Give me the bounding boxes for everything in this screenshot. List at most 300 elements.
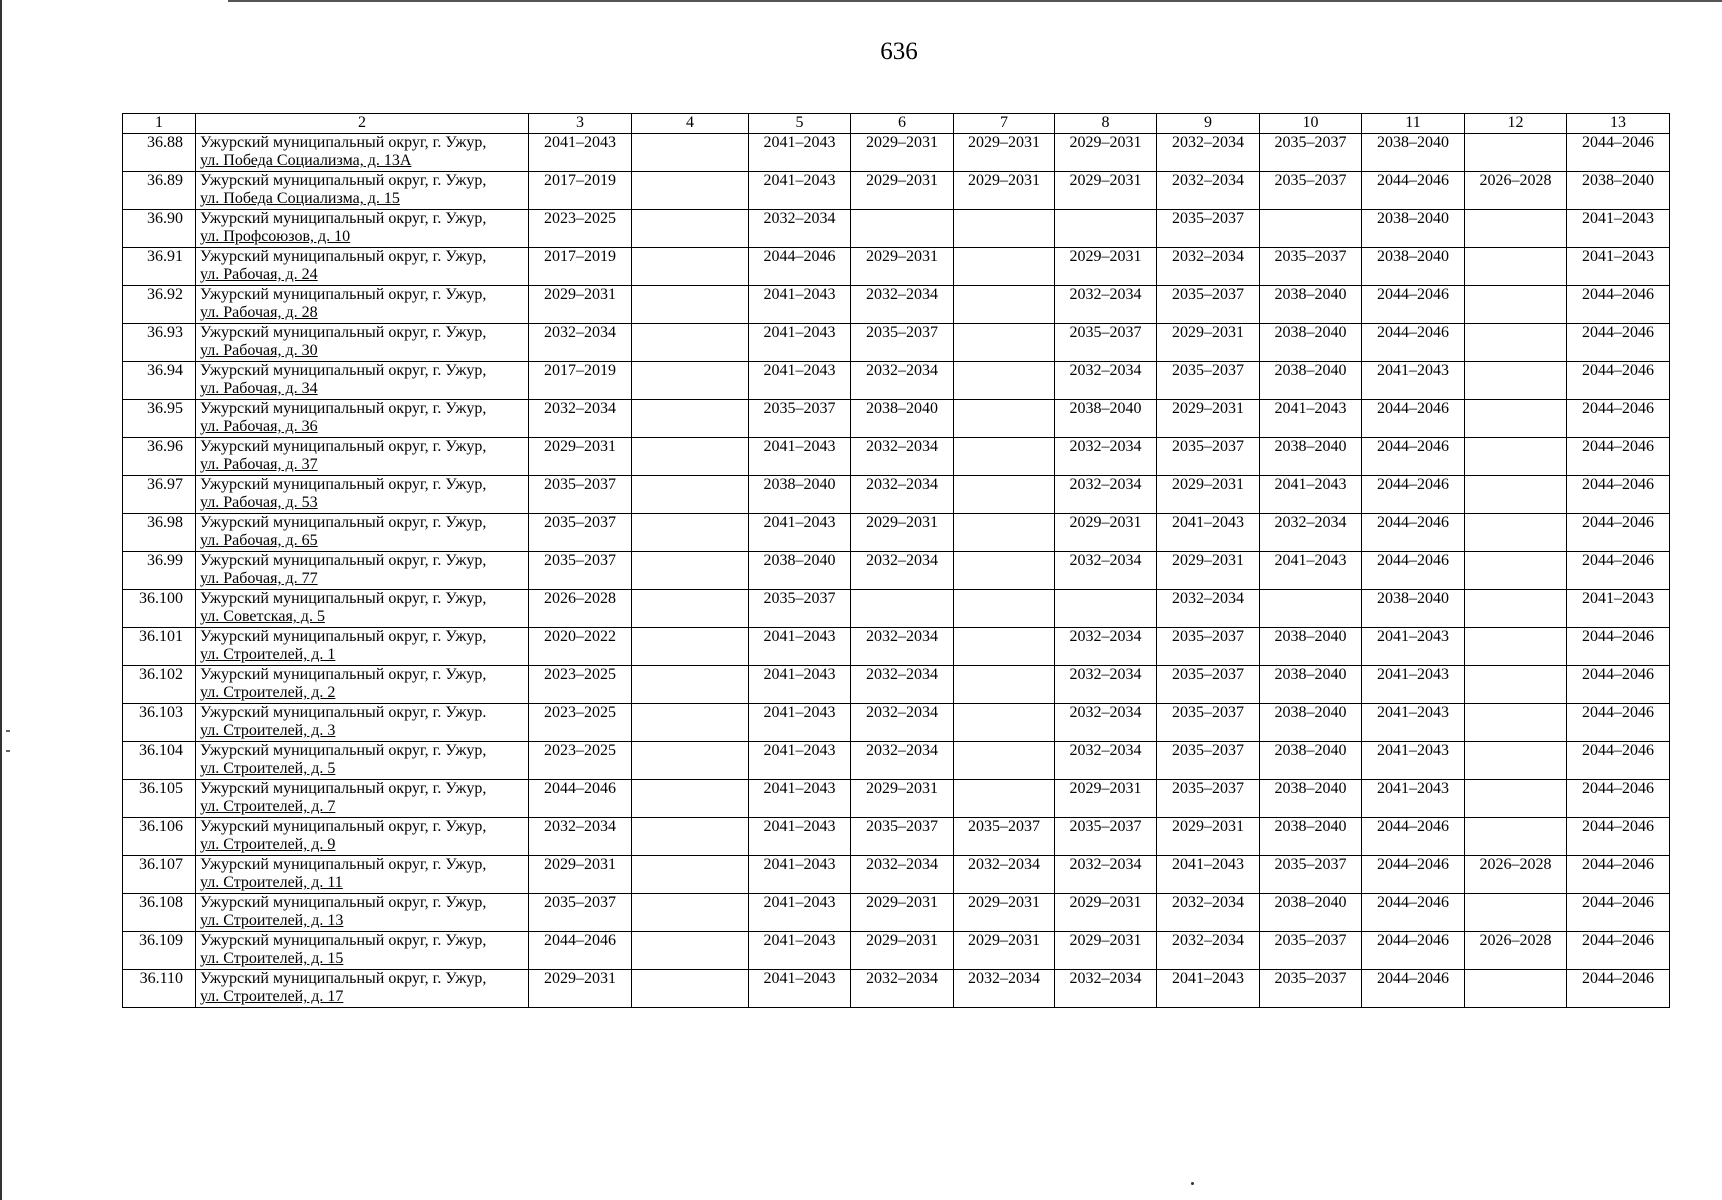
period-cell-col-5: 2041–2043	[749, 134, 851, 172]
period-cell-col-11: 2044–2046	[1362, 856, 1465, 894]
period-cell-col-5: 2041–2043	[749, 742, 851, 780]
period-cell-col-13: 2044–2046	[1567, 818, 1670, 856]
address-cell	[196, 894, 529, 932]
period-cell-col-7: 2029–2031	[954, 134, 1055, 172]
period-cell-col-7	[954, 438, 1055, 476]
period-cell-col-13: 2044–2046	[1567, 628, 1670, 666]
period-cell-col-9: 2029–2031	[1157, 818, 1260, 856]
period-cell-col-11: 2038–2040	[1362, 590, 1465, 628]
period-cell-col-13: 2044–2046	[1567, 552, 1670, 590]
period-cell-col-3: 2035–2037	[529, 552, 632, 590]
period-cell-col-4	[632, 856, 749, 894]
period-cell-col-5: 2035–2037	[749, 590, 851, 628]
period-cell-col-9: 2041–2043	[1157, 970, 1260, 1008]
period-cell-col-5: 2041–2043	[749, 970, 851, 1008]
period-cell-col-8	[1055, 590, 1157, 628]
address-line-street: ул. Рабочая, д. 24	[200, 266, 318, 283]
row-number-cell: 36.102	[123, 666, 196, 704]
period-cell-col-4	[632, 248, 749, 286]
address-cell	[196, 324, 529, 362]
period-cell-col-5: 2041–2043	[749, 780, 851, 818]
period-cell-col-13: 2041–2043	[1567, 590, 1670, 628]
period-cell-col-8: 2029–2031	[1055, 894, 1157, 932]
period-cell-col-7	[954, 362, 1055, 400]
period-cell-col-10: 2038–2040	[1260, 894, 1362, 932]
period-cell-col-4	[632, 362, 749, 400]
address-line-municipality: Ужурский муниципальный округ, г. Ужур,	[200, 742, 487, 759]
address-line-municipality: Ужурский муниципальный округ, г. Ужур,	[200, 856, 487, 873]
table-row	[123, 134, 1670, 172]
period-cell-col-13: 2044–2046	[1567, 856, 1670, 894]
period-cell-col-12: 2026–2028	[1465, 172, 1567, 210]
period-cell-col-3: 2035–2037	[529, 514, 632, 552]
period-cell-col-6: 2032–2034	[851, 856, 954, 894]
period-cell-col-3: 2035–2037	[529, 894, 632, 932]
scan-speck	[6, 730, 10, 732]
period-cell-col-3: 2029–2031	[529, 970, 632, 1008]
address-line-street: ул. Строителей, д. 9	[200, 836, 336, 853]
row-number-cell: 36.98	[123, 514, 196, 552]
period-cell-col-9: 2035–2037	[1157, 742, 1260, 780]
period-cell-col-10: 2038–2040	[1260, 704, 1362, 742]
period-cell-col-12	[1465, 248, 1567, 286]
period-cell-col-10: 2038–2040	[1260, 438, 1362, 476]
address-line-street: ул. Строителей, д. 2	[200, 684, 336, 701]
period-cell-col-9: 2029–2031	[1157, 552, 1260, 590]
period-cell-col-11: 2044–2046	[1362, 552, 1465, 590]
period-cell-col-12	[1465, 818, 1567, 856]
period-cell-col-12	[1465, 476, 1567, 514]
period-cell-col-5: 2041–2043	[749, 514, 851, 552]
period-cell-col-8: 2029–2031	[1055, 134, 1157, 172]
table-row	[123, 590, 1670, 628]
period-cell-col-12	[1465, 704, 1567, 742]
address-line-municipality: Ужурский муниципальный округ, г. Ужур,	[200, 476, 487, 493]
address-cell	[196, 818, 529, 856]
period-cell-col-8: 2032–2034	[1055, 438, 1157, 476]
period-cell-col-12	[1465, 324, 1567, 362]
column-header-7: 7	[954, 114, 1055, 134]
period-cell-col-13: 2041–2043	[1567, 210, 1670, 248]
address-line-street: ул. Рабочая, д. 34	[200, 380, 318, 397]
row-number-cell: 36.92	[123, 286, 196, 324]
address-line-municipality: Ужурский муниципальный округ, г. Ужур,	[200, 248, 487, 265]
period-cell-col-11: 2044–2046	[1362, 400, 1465, 438]
period-cell-col-5: 2041–2043	[749, 856, 851, 894]
address-line-municipality: Ужурский муниципальный округ, г. Ужур,	[200, 780, 487, 797]
period-cell-col-3: 2029–2031	[529, 438, 632, 476]
period-cell-col-6: 2038–2040	[851, 400, 954, 438]
period-cell-col-9: 2035–2037	[1157, 362, 1260, 400]
column-header-13: 13	[1567, 114, 1670, 134]
period-cell-col-7: 2029–2031	[954, 932, 1055, 970]
address-line-street: ул. Рабочая, д. 53	[200, 494, 318, 511]
column-header-9: 9	[1157, 114, 1260, 134]
period-cell-col-11: 2044–2046	[1362, 932, 1465, 970]
table-row	[123, 514, 1670, 552]
table-row	[123, 438, 1670, 476]
row-number-cell: 36.96	[123, 438, 196, 476]
period-cell-col-11: 2041–2043	[1362, 628, 1465, 666]
period-cell-col-13: 2044–2046	[1567, 438, 1670, 476]
address-line-street: ул. Строителей, д. 3	[200, 722, 336, 739]
period-cell-col-8: 2038–2040	[1055, 400, 1157, 438]
period-cell-col-3: 2035–2037	[529, 476, 632, 514]
period-cell-col-7	[954, 666, 1055, 704]
period-cell-col-13: 2041–2043	[1567, 248, 1670, 286]
period-cell-col-9: 2035–2037	[1157, 780, 1260, 818]
row-number-cell: 36.89	[123, 172, 196, 210]
column-header-11: 11	[1362, 114, 1465, 134]
address-line-municipality: Ужурский муниципальный округ, г. Ужур,	[200, 400, 487, 417]
period-cell-col-3: 2017–2019	[529, 248, 632, 286]
address-line-street: ул. Рабочая, д. 30	[200, 342, 318, 359]
address-line-municipality: Ужурский муниципальный округ, г. Ужур,	[200, 552, 487, 569]
period-cell-col-3: 2017–2019	[529, 172, 632, 210]
period-cell-col-6: 2029–2031	[851, 248, 954, 286]
period-cell-col-11: 2041–2043	[1362, 780, 1465, 818]
table-row	[123, 286, 1670, 324]
period-cell-col-3: 2026–2028	[529, 590, 632, 628]
address-line-municipality: Ужурский муниципальный округ, г. Ужур,	[200, 514, 487, 531]
address-line-municipality: Ужурский муниципальный округ, г. Ужур,	[200, 438, 487, 455]
period-cell-col-4	[632, 590, 749, 628]
row-number-cell: 36.110	[123, 970, 196, 1008]
period-cell-col-5: 2041–2043	[749, 704, 851, 742]
period-cell-col-12	[1465, 210, 1567, 248]
period-cell-col-6	[851, 590, 954, 628]
period-cell-col-10: 2041–2043	[1260, 552, 1362, 590]
period-cell-col-9: 2035–2037	[1157, 628, 1260, 666]
period-cell-col-11: 2044–2046	[1362, 970, 1465, 1008]
address-line-street: ул. Советская, д. 5	[200, 608, 325, 625]
period-cell-col-10: 2041–2043	[1260, 400, 1362, 438]
period-cell-col-6: 2029–2031	[851, 172, 954, 210]
period-cell-col-9: 2032–2034	[1157, 248, 1260, 286]
address-line-municipality: Ужурский муниципальный округ, г. Ужур,	[200, 134, 487, 151]
period-cell-col-4	[632, 932, 749, 970]
period-cell-col-8: 2029–2031	[1055, 248, 1157, 286]
period-cell-col-6: 2032–2034	[851, 628, 954, 666]
period-cell-col-5: 2035–2037	[749, 400, 851, 438]
address-line-street: ул. Профсоюзов, д. 10	[200, 228, 351, 245]
period-cell-col-10: 2035–2037	[1260, 134, 1362, 172]
table-row	[123, 248, 1670, 286]
period-cell-col-12	[1465, 780, 1567, 818]
period-cell-col-11: 2041–2043	[1362, 704, 1465, 742]
period-cell-col-8: 2035–2037	[1055, 324, 1157, 362]
address-line-municipality: Ужурский муниципальный округ, г. Ужур,	[200, 894, 487, 911]
period-cell-col-10: 2035–2037	[1260, 970, 1362, 1008]
period-cell-col-4	[632, 704, 749, 742]
address-cell	[196, 476, 529, 514]
period-cell-col-5: 2041–2043	[749, 666, 851, 704]
period-cell-col-9: 2035–2037	[1157, 210, 1260, 248]
address-cell	[196, 172, 529, 210]
period-cell-col-12: 2026–2028	[1465, 856, 1567, 894]
period-cell-col-12	[1465, 438, 1567, 476]
period-cell-col-12	[1465, 362, 1567, 400]
period-cell-col-5: 2038–2040	[749, 552, 851, 590]
row-number-cell: 36.97	[123, 476, 196, 514]
period-cell-col-6: 2032–2034	[851, 666, 954, 704]
period-cell-col-11: 2044–2046	[1362, 894, 1465, 932]
period-cell-col-4	[632, 666, 749, 704]
period-cell-col-13: 2044–2046	[1567, 742, 1670, 780]
period-cell-col-11: 2038–2040	[1362, 248, 1465, 286]
period-cell-col-3: 2017–2019	[529, 362, 632, 400]
table-row	[123, 324, 1670, 362]
table-row	[123, 666, 1670, 704]
period-cell-col-8: 2032–2034	[1055, 286, 1157, 324]
period-cell-col-12	[1465, 970, 1567, 1008]
period-cell-col-9: 2032–2034	[1157, 134, 1260, 172]
address-line-street: ул. Строителей, д. 1	[200, 646, 336, 663]
period-cell-col-9: 2029–2031	[1157, 324, 1260, 362]
period-cell-col-11: 2041–2043	[1362, 666, 1465, 704]
period-cell-col-10: 2038–2040	[1260, 286, 1362, 324]
row-number-cell: 36.95	[123, 400, 196, 438]
address-line-municipality: Ужурский муниципальный округ, г. Ужур,	[200, 286, 487, 303]
address-cell	[196, 704, 529, 742]
table-row	[123, 856, 1670, 894]
period-cell-col-11: 2044–2046	[1362, 286, 1465, 324]
address-cell	[196, 552, 529, 590]
period-cell-col-13: 2044–2046	[1567, 286, 1670, 324]
period-cell-col-4	[632, 400, 749, 438]
period-cell-col-9: 2035–2037	[1157, 704, 1260, 742]
period-cell-col-9: 2032–2034	[1157, 894, 1260, 932]
period-cell-col-12	[1465, 894, 1567, 932]
period-cell-col-11: 2044–2046	[1362, 476, 1465, 514]
period-cell-col-5: 2041–2043	[749, 286, 851, 324]
period-cell-col-7	[954, 742, 1055, 780]
table-body	[123, 134, 1670, 1008]
address-line-municipality: Ужурский муниципальный округ, г. Ужур,	[200, 666, 487, 683]
period-cell-col-6: 2032–2034	[851, 742, 954, 780]
period-cell-col-10: 2038–2040	[1260, 780, 1362, 818]
period-cell-col-8: 2032–2034	[1055, 476, 1157, 514]
period-cell-col-13: 2044–2046	[1567, 324, 1670, 362]
address-cell	[196, 970, 529, 1008]
period-cell-col-8: 2029–2031	[1055, 172, 1157, 210]
period-cell-col-3: 2032–2034	[529, 818, 632, 856]
period-cell-col-8: 2032–2034	[1055, 666, 1157, 704]
period-cell-col-4	[632, 438, 749, 476]
period-cell-col-10: 2032–2034	[1260, 514, 1362, 552]
stray-dot	[1191, 1182, 1194, 1185]
table-row	[123, 894, 1670, 932]
address-line-street: ул. Победа Социализма, д. 13А	[200, 152, 412, 169]
period-cell-col-4	[632, 742, 749, 780]
period-cell-col-5: 2041–2043	[749, 932, 851, 970]
period-cell-col-8: 2029–2031	[1055, 514, 1157, 552]
period-cell-col-12	[1465, 514, 1567, 552]
period-cell-col-6: 2035–2037	[851, 818, 954, 856]
period-cell-col-13: 2044–2046	[1567, 704, 1670, 742]
period-cell-col-11: 2041–2043	[1362, 362, 1465, 400]
address-line-street: ул. Рабочая, д. 37	[200, 456, 318, 473]
period-cell-col-6: 2029–2031	[851, 780, 954, 818]
period-cell-col-13: 2044–2046	[1567, 514, 1670, 552]
period-cell-col-4	[632, 134, 749, 172]
address-line-municipality: Ужурский муниципальный округ, г. Ужур,	[200, 932, 487, 949]
period-cell-col-11: 2044–2046	[1362, 324, 1465, 362]
period-cell-col-6: 2032–2034	[851, 552, 954, 590]
period-cell-col-9: 2029–2031	[1157, 400, 1260, 438]
period-cell-col-9: 2035–2037	[1157, 438, 1260, 476]
table-row	[123, 210, 1670, 248]
period-cell-col-7: 2032–2034	[954, 970, 1055, 1008]
period-cell-col-9: 2032–2034	[1157, 932, 1260, 970]
period-cell-col-3: 2041–2043	[529, 134, 632, 172]
period-cell-col-7	[954, 552, 1055, 590]
period-cell-col-7	[954, 780, 1055, 818]
period-cell-col-9: 2035–2037	[1157, 286, 1260, 324]
period-cell-col-7	[954, 400, 1055, 438]
period-cell-col-9: 2032–2034	[1157, 590, 1260, 628]
address-line-street: ул. Рабочая, д. 28	[200, 304, 318, 321]
period-cell-col-7: 2032–2034	[954, 856, 1055, 894]
column-header-3: 3	[529, 114, 632, 134]
period-cell-col-4	[632, 514, 749, 552]
address-cell	[196, 590, 529, 628]
period-cell-col-3: 2023–2025	[529, 666, 632, 704]
period-cell-col-8: 2029–2031	[1055, 780, 1157, 818]
period-cell-col-7	[954, 704, 1055, 742]
period-cell-col-3: 2023–2025	[529, 742, 632, 780]
period-cell-col-12	[1465, 742, 1567, 780]
address-line-street: ул. Строителей, д. 17	[200, 988, 344, 1005]
address-line-street: ул. Победа Социализма, д. 15	[200, 190, 400, 207]
address-line-street: ул. Строителей, д. 11	[200, 874, 343, 891]
period-cell-col-10: 2035–2037	[1260, 172, 1362, 210]
period-cell-col-10	[1260, 590, 1362, 628]
period-cell-col-10: 2035–2037	[1260, 932, 1362, 970]
period-cell-col-9: 2032–2034	[1157, 172, 1260, 210]
period-cell-col-5: 2044–2046	[749, 248, 851, 286]
period-cell-col-6: 2029–2031	[851, 514, 954, 552]
period-cell-col-12	[1465, 590, 1567, 628]
address-line-municipality: Ужурский муниципальный округ, г. Ужур,	[200, 628, 487, 645]
page-number: 636	[880, 38, 918, 65]
period-cell-col-4	[632, 210, 749, 248]
period-cell-col-11: 2044–2046	[1362, 438, 1465, 476]
address-cell	[196, 286, 529, 324]
address-cell	[196, 856, 529, 894]
row-number-cell: 36.99	[123, 552, 196, 590]
period-cell-col-3: 2023–2025	[529, 210, 632, 248]
address-line-municipality: Ужурский муниципальный округ, г. Ужур,	[200, 172, 487, 189]
period-cell-col-6: 2029–2031	[851, 894, 954, 932]
row-number-cell: 36.103	[123, 704, 196, 742]
period-cell-col-12	[1465, 400, 1567, 438]
period-cell-col-10: 2038–2040	[1260, 324, 1362, 362]
period-cell-col-10: 2038–2040	[1260, 818, 1362, 856]
column-header-1: 1	[123, 114, 196, 134]
address-cell	[196, 628, 529, 666]
period-cell-col-4	[632, 628, 749, 666]
table-row	[123, 628, 1670, 666]
period-cell-col-6	[851, 210, 954, 248]
period-cell-col-7	[954, 514, 1055, 552]
period-cell-col-10: 2035–2037	[1260, 856, 1362, 894]
period-cell-col-4	[632, 286, 749, 324]
period-cell-col-5: 2041–2043	[749, 818, 851, 856]
period-cell-col-11: 2041–2043	[1362, 742, 1465, 780]
period-cell-col-7	[954, 210, 1055, 248]
column-header-5: 5	[749, 114, 851, 134]
period-cell-col-10: 2038–2040	[1260, 742, 1362, 780]
period-cell-col-9: 2041–2043	[1157, 514, 1260, 552]
address-line-street: ул. Рабочая, д. 65	[200, 532, 318, 549]
period-cell-col-13: 2044–2046	[1567, 894, 1670, 932]
period-cell-col-3: 2029–2031	[529, 286, 632, 324]
address-line-street: ул. Строителей, д. 5	[200, 760, 336, 777]
scan-speck	[6, 750, 10, 752]
period-cell-col-3: 2044–2046	[529, 780, 632, 818]
period-cell-col-13: 2044–2046	[1567, 134, 1670, 172]
period-cell-col-5: 2041–2043	[749, 324, 851, 362]
row-number-cell: 36.90	[123, 210, 196, 248]
address-line-street: ул. Строителей, д. 15	[200, 950, 344, 967]
period-cell-col-13: 2038–2040	[1567, 172, 1670, 210]
table-row	[123, 932, 1670, 970]
period-cell-col-9: 2029–2031	[1157, 476, 1260, 514]
table-row	[123, 552, 1670, 590]
period-cell-col-5: 2041–2043	[749, 172, 851, 210]
period-cell-col-8: 2032–2034	[1055, 856, 1157, 894]
address-line-municipality: Ужурский муниципальный округ, г. Ужур,	[200, 818, 487, 835]
address-line-municipality: Ужурский муниципальный округ, г. Ужур,	[200, 324, 487, 341]
period-cell-col-6: 2032–2034	[851, 362, 954, 400]
period-cell-col-13: 2044–2046	[1567, 970, 1670, 1008]
period-cell-col-11: 2038–2040	[1362, 210, 1465, 248]
period-cell-col-10	[1260, 210, 1362, 248]
period-cell-col-13: 2044–2046	[1567, 400, 1670, 438]
address-line-street: ул. Рабочая, д. 36	[200, 418, 318, 435]
period-cell-col-10: 2041–2043	[1260, 476, 1362, 514]
address-line-street: ул. Рабочая, д. 77	[200, 570, 318, 587]
column-header-4: 4	[632, 114, 749, 134]
period-cell-col-5: 2041–2043	[749, 894, 851, 932]
header-row	[123, 114, 1670, 134]
period-cell-col-4	[632, 780, 749, 818]
period-cell-col-7: 2029–2031	[954, 894, 1055, 932]
period-cell-col-11: 2044–2046	[1362, 818, 1465, 856]
period-cell-col-3: 2029–2031	[529, 856, 632, 894]
address-cell	[196, 742, 529, 780]
period-cell-col-5: 2041–2043	[749, 628, 851, 666]
period-cell-col-8: 2032–2034	[1055, 362, 1157, 400]
period-cell-col-7	[954, 628, 1055, 666]
period-cell-col-10: 2038–2040	[1260, 628, 1362, 666]
period-cell-col-12	[1465, 552, 1567, 590]
row-number-cell: 36.106	[123, 818, 196, 856]
table-row	[123, 704, 1670, 742]
period-cell-col-3: 2032–2034	[529, 400, 632, 438]
period-cell-col-7	[954, 324, 1055, 362]
period-cell-col-8: 2032–2034	[1055, 628, 1157, 666]
address-cell	[196, 932, 529, 970]
period-cell-col-5: 2038–2040	[749, 476, 851, 514]
period-cell-col-8: 2032–2034	[1055, 742, 1157, 780]
period-cell-col-13: 2044–2046	[1567, 476, 1670, 514]
address-line-municipality: Ужурский муниципальный округ, г. Ужур,	[200, 210, 487, 227]
period-cell-col-11: 2038–2040	[1362, 134, 1465, 172]
period-cell-col-13: 2044–2046	[1567, 666, 1670, 704]
period-cell-col-12	[1465, 286, 1567, 324]
